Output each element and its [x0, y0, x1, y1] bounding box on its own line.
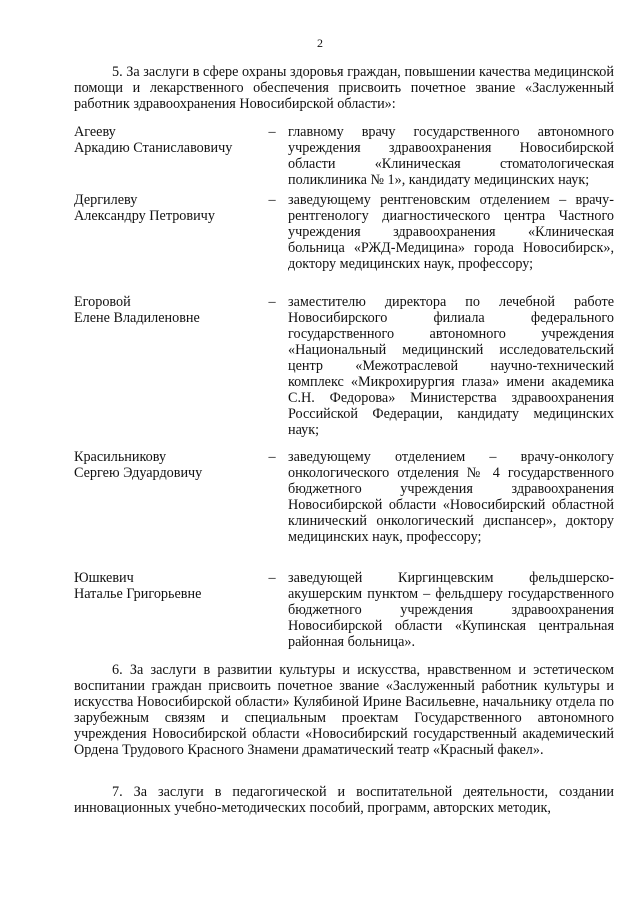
nominee-name: [74, 294, 264, 326]
nominee-given-name: Александру Петровичу: [74, 208, 215, 224]
dash-separator: –: [268, 192, 276, 208]
nominee-name: [74, 449, 264, 481]
paragraph-7: 7. За заслуги в педагогической и воспитательной деятельности, создании инновационных учебно-методических пособий, программ, авторских методик,: [74, 784, 614, 816]
dash-separator: –: [268, 294, 276, 310]
nominee-description: заведующему отделением – врачу-онкологу онкологического отделения № 4 государственного бюджетного учреждения здравоохранения Новосибирской области «Новосибирский областной клинический онкологический диспансер», доктору медицинских наук, профессору;: [288, 449, 614, 545]
page-number: 2: [317, 36, 323, 50]
nominee-surname: Агееву: [74, 124, 116, 140]
nominee-surname: Юшкевич: [74, 570, 134, 586]
nominee-surname: Дергилеву: [74, 192, 138, 208]
nominee-given-name: Аркадию Станиславовичу: [74, 140, 233, 156]
nominee-given-name: Елене Владиленовне: [74, 310, 200, 326]
nominee-description: заведующему рентгеновским отделением – врачу-рентгенологу диагностического центра Частного учреждения здравоохранения «Клиническая больница «РЖД-Медицина» города Новосибирск», доктору медицинских наук, профессору;: [288, 192, 614, 272]
nominee-name: [74, 124, 264, 156]
nominee-description: главному врачу государственного автономного учреждения здравоохранения Новосибирской области «Клиническая стоматологическая поликлиника № 1», кандидату медицинских наук;: [288, 124, 614, 188]
nominee-description: заместителю директора по лечебной работе Новосибирского филиала федерального государственного автономного учреждения «Национальный медицинский исследовательский центр «Межотраслевой научно-технический комплекс «Микрохирургия глаза» имени академика С.Н. Федорова» Министерства здравоохранения Российской Федерации, кандидату медицинских наук;: [288, 294, 614, 438]
nominee-name: [74, 570, 264, 602]
nominee-description: заведующей Киргинцевским фельдшерско-акушерским пунктом – фельдшеру государственного бюджетного учреждения здравоохранения Новосибирской области «Купинская центральная районная больница».: [288, 570, 614, 650]
nominee-surname: Красильникову: [74, 449, 167, 465]
paragraph-6: 6. За заслуги в развитии культуры и искусства, нравственном и эстетическом воспитании граждан присвоить почетное звание «Заслуженный работник культуры и искусства Новосибирской области» Кулябиной Ирине Васильевне, начальнику отдела по зарубежным связям и специальным проектам Государственного автономного учреждения Новосибирской области «Новосибирский государственный академический Ордена Трудового Красного Знамени драматический театр «Красный факел».: [74, 662, 614, 758]
dash-separator: –: [268, 124, 276, 140]
nominee-given-name: Сергею Эдуардовичу: [74, 465, 203, 481]
nominee-given-name: Наталье Григорьевне: [74, 586, 202, 602]
nominee-surname: Егоровой: [74, 294, 131, 310]
paragraph-5: 5. За заслуги в сфере охраны здоровья граждан, повышении качества медицинской помощи и лекарственного обеспечения присвоить почетное звание «Заслуженный работник здравоохранения Новосибирской области»:: [74, 64, 614, 112]
dash-separator: –: [268, 570, 276, 586]
dash-separator: –: [268, 449, 276, 465]
nominee-name: [74, 192, 264, 224]
